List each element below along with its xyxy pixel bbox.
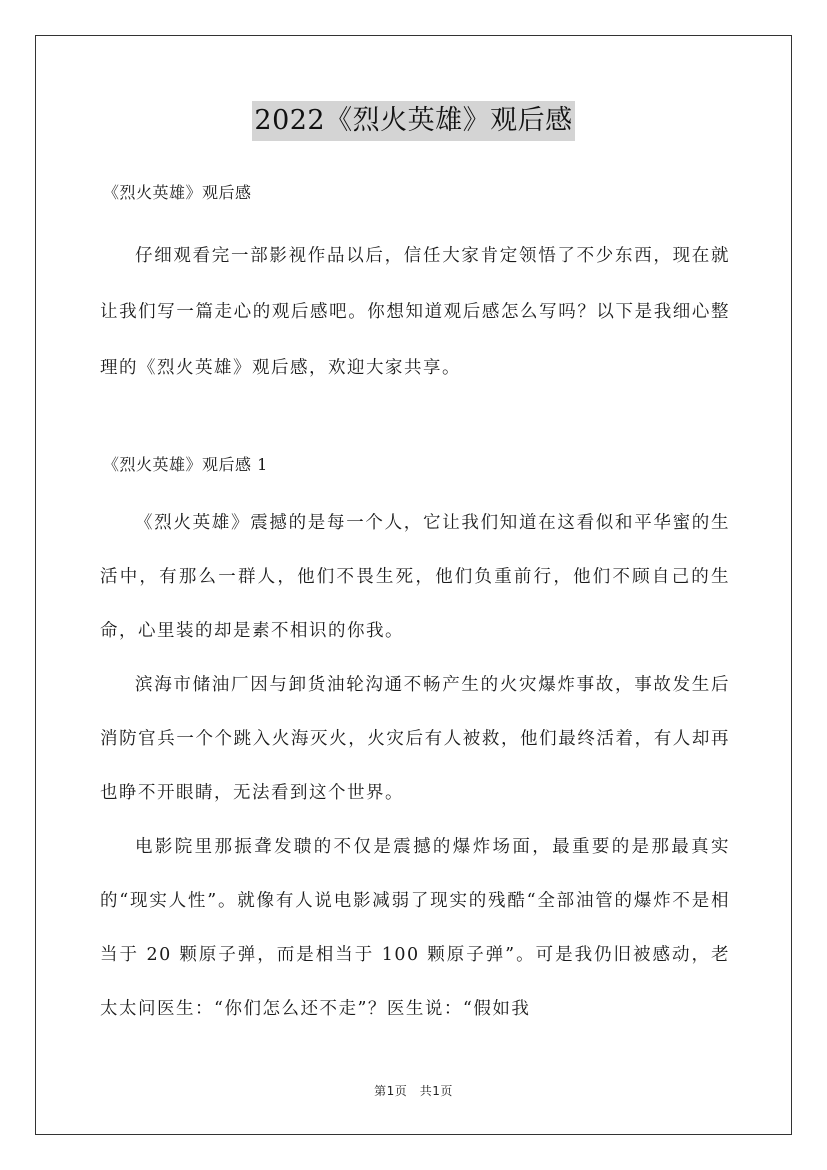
- intro-paragraph: 仔细观看完一部影视作品以后，信任大家肯定领悟了不少东西，现在就让我们写一篇走心的观后感吧。你想知道观后感怎么写吗？以下是我细心整理的《烈火英雄》观后感，欢迎大家共享。: [100, 246, 730, 378]
- body-paragraph: 电影院里那振聋发聩的不仅是震撼的爆炸场面，最重要的是那最真实的“现实人性”。就像有人说电影减弱了现实的残酷“全部油管的爆炸不是相当于 20 颗原子弹，而是相当于 100 颗原子弹”。可是我仍旧被感动，老太太问医生：“你们怎么还不走”？医生说：“假如我: [100, 837, 730, 1019]
- document-subtitle: 《烈火英雄》观后感: [103, 183, 252, 202]
- document-title: 2022《烈火英雄》观后感: [252, 101, 574, 141]
- title-container: [0, 101, 827, 141]
- intro-block: [100, 228, 730, 396]
- body-paragraph: 滨海市储油厂因与卸货油轮沟通不畅产生的火灾爆炸事故，事故发生后消防官兵一个个跳入火海灭火，火灾后有人被救，他们最终活着，有人却再也睁不开眼睛，无法看到这个世界。: [100, 675, 730, 803]
- section-heading: 《烈火英雄》观后感 1: [103, 455, 268, 474]
- body-paragraph: 《烈火英雄》震撼的是每一个人，它让我们知道在这看似和平华蜜的生活中，有那么一群人，他们不畏生死，他们负重前行，他们不顾自己的生命，心里装的却是素不相识的你我。: [100, 513, 730, 641]
- page-footer: 第1页 共1页: [374, 1084, 453, 1098]
- section-body: [100, 496, 730, 1036]
